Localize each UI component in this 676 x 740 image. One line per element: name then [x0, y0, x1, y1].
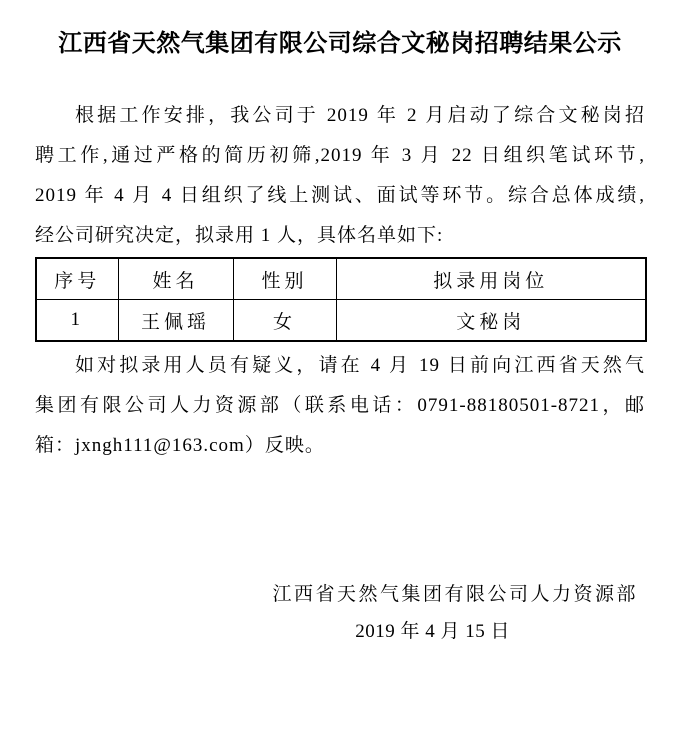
objection-paragraph-line-2: 集团有限公司人力资源部（联系电话：0791-88180501-8721，邮 [35, 395, 645, 416]
objection-paragraph [35, 346, 645, 466]
table-header-name: 姓名 [118, 258, 233, 300]
objection-paragraph-line-3: 箱：jxngh111@163.com）反映。 [35, 435, 325, 456]
signature-org: 江西省天然气集团有限公司人力资源部 [272, 584, 638, 605]
table-header-row [36, 258, 646, 300]
table-cell-serial-number: 1 [36, 300, 118, 342]
intro-paragraph-line-3: 2019 年 4 月 4 日组织了线上测试、面试等环节。综合总体成绩, [35, 185, 645, 206]
signature-date: 2019 年 4 月 15 日 [355, 621, 510, 642]
intro-paragraph [35, 96, 645, 256]
document-title: 江西省天然气集团有限公司综合文秘岗招聘结果公示 [58, 31, 622, 57]
table-header-serial-number: 序号 [36, 258, 118, 300]
objection-paragraph-line-1: 如对拟录用人员有疑义，请在 4 月 19 日前向江西省天然气 [75, 355, 645, 376]
table-cell-name: 王佩瑶 [118, 300, 233, 342]
signature-block [35, 575, 645, 649]
intro-paragraph-line-1: 根据工作安排，我公司于 2019 年 2 月启动了综合文秘岗招 [75, 105, 645, 126]
table-cell-gender: 女 [233, 300, 336, 342]
table-header-gender: 性别 [233, 258, 336, 300]
table-cell-position: 文秘岗 [336, 300, 646, 342]
table-row [36, 300, 646, 342]
table-header-position: 拟录用岗位 [336, 258, 646, 300]
recruitment-result-table [35, 257, 647, 342]
intro-paragraph-line-2: 聘工作,通过严格的简历初筛,2019 年 3 月 22 日组织笔试环节, [35, 145, 645, 166]
intro-paragraph-line-4: 经公司研究决定，拟录用 1 人，具体名单如下: [35, 225, 444, 246]
